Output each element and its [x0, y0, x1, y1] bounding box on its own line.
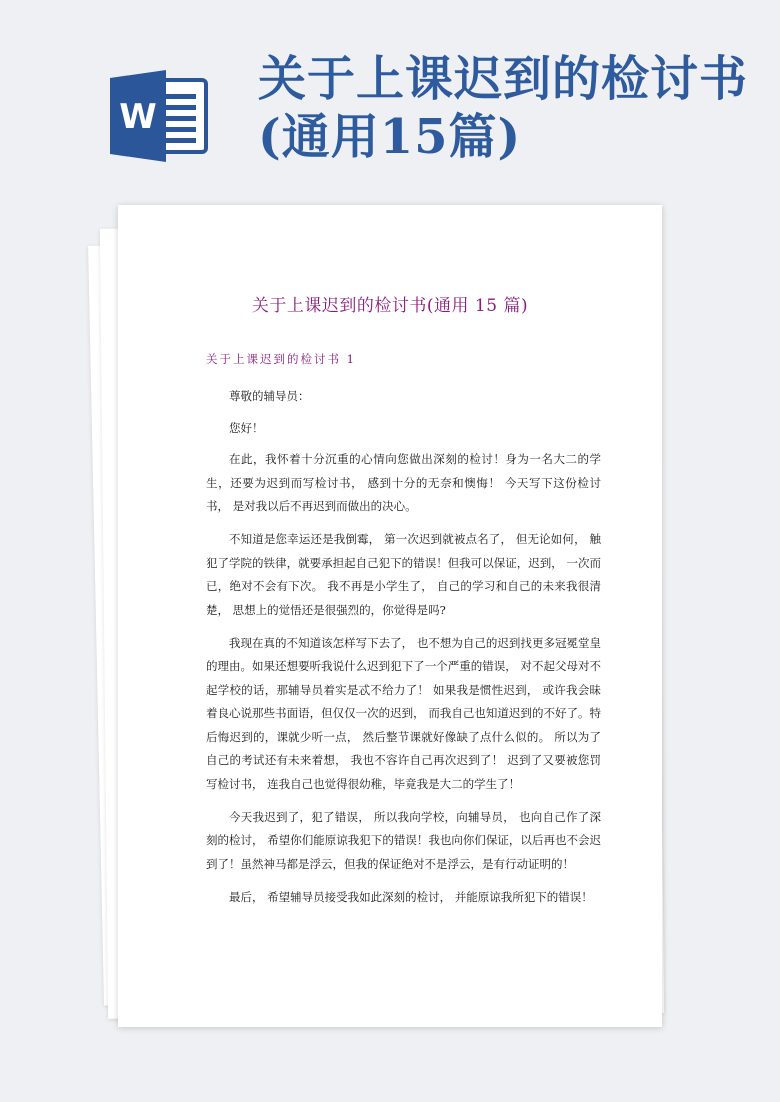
- svg-text:W: W: [119, 97, 157, 137]
- section-heading: 关于上课迟到的检讨书 1: [206, 352, 356, 366]
- document-page: [118, 205, 662, 1027]
- paragraph: 今天我迟到了，犯了错误， 所以我向学校，向辅导员， 也向自己作了深刻的检讨， 希望你们能原谅我犯下的错误！我也向你们保证，以后再也不会迟到了！虽然神马都是浮云，但我的保证绝对不是浮云，是有行动证明的！: [206, 809, 601, 871]
- salutation: 尊敬的辅导员：: [229, 389, 310, 403]
- document-title: 关于上课迟到的检讨书(通用 15 篇): [251, 296, 529, 316]
- greeting: 您好！: [229, 420, 264, 435]
- paragraph: 最后， 希望辅导员接受我如此深刻的检讨， 并能原谅我所犯下的错误！: [229, 889, 593, 904]
- paragraph: 在此，我怀着十分沉重的心情向您做出深刻的检讨！身为一名大二的学生，还要为迟到而写检讨书， 感到十分的无奈和懊悔！ 今天写下这份检讨书， 是对我以后不再迟到而做出的决心。: [206, 452, 601, 513]
- word-document-icon: [110, 70, 210, 162]
- page-title: 关于上课迟到的检讨书(通用15篇): [258, 51, 749, 165]
- document-body: [206, 385, 601, 919]
- paragraph: 不知道是您幸运还是我倒霉， 第一次迟到就被点名了， 但无论如何， 触犯了学院的铁律，就要承担起自己犯下的错误！但我可以保证，迟到， 一次而已，绝对不会有下次。 我不再是小学生了， 自己的学习和自己的未来我很清楚， 思想上的觉悟还是很强烈的，你觉得是吗?: [206, 532, 601, 617]
- paragraph: 我现在真的不知道该怎样写下去了， 也不想为自己的迟到找更多冠冕堂皇的理由。如果还想要听我说什么迟到犯下了一个严重的错误， 对不起父母对不起学校的话，那辅导员着实是忒不给力了！ 如果我是惯性迟到， 或许我会昧着良心说那些书面语，但仅仅一次的迟到， 而我自己也知道迟到的不好了。特后悔迟到的，课就少听一点， 然后整节课就好像缺了点什么似的。 所以为了自己的考试还有未来着想， 我也不容许自己再次迟到了！ 迟到了又要被您罚写检讨书， 连我自己也觉得很幼稚，毕竟我是大二的学生了！: [206, 635, 601, 791]
